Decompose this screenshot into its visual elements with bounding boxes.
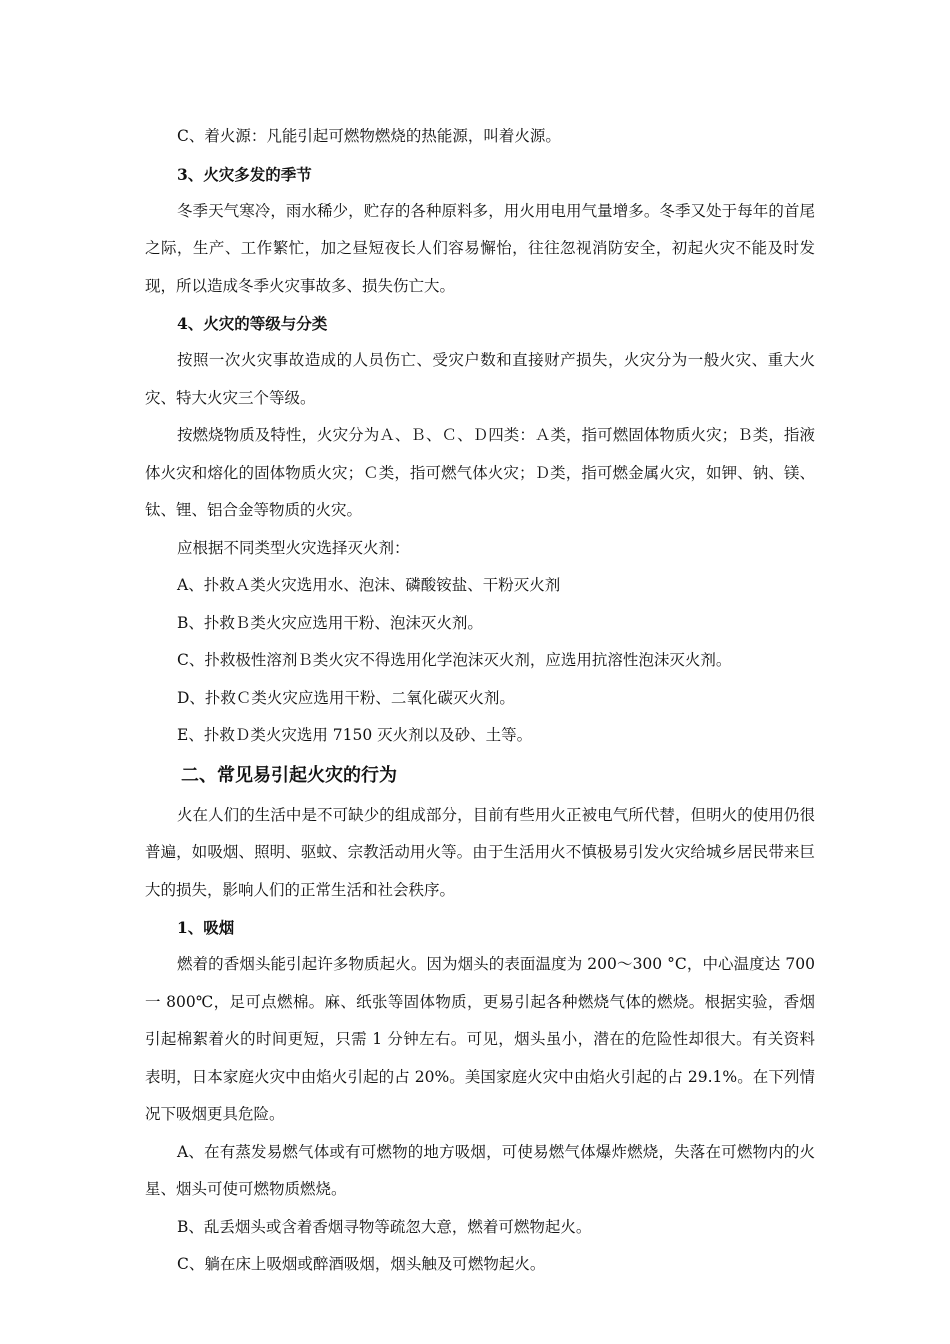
- smoking-item-c: C、躺在床上吸烟或醉酒吸烟，烟头触及可燃物起火。: [177, 1255, 546, 1273]
- list-item-e: E、扑救Ｄ类火灾选用 7150 灭火剂以及砂、土等。: [177, 726, 533, 744]
- heading-smoking: 1、吸烟: [177, 918, 235, 937]
- list-item-d: D、扑救Ｃ类火灾应选用干粉、二氧化碳灭火剂。: [177, 688, 515, 707]
- section-heading-behaviors: 二、常见易引起火灾的行为: [181, 764, 397, 786]
- smoking-item-a: A、在有蒸发易燃气体或有可燃物的地方吸烟，可使易燃气体爆炸燃烧，失落在可燃物内的火星、烟头可使可燃物质燃烧。: [145, 1142, 815, 1198]
- paragraph-fire-types: 按燃烧物质及特性，火灾分为Ａ、Ｂ、Ｃ、Ｄ四类：Ａ类，指可燃固体物质火灾；Ｂ类，指液体火灾和熔化的固体物质火灾；Ｃ类，指可燃气体火灾；Ｄ类，指可燃金属火灾，如钾、钠、镁、钛、锂、铝合金等物质的火灾。: [145, 426, 815, 519]
- list-item-a: A、扑救Ａ类火灾选用水、泡沫、磷酸铵盐、干粉灭火剂: [177, 576, 561, 594]
- smoking-item-b: B、乱丢烟头或含着香烟寻物等疏忽大意，燃着可燃物起火。: [177, 1217, 592, 1236]
- paragraph-cigarette: 燃着的香烟头能引起许多物质起火。因为烟头的表面温度为 200～300 °C，中心温度达 700 一 800℃，足可点燃棉。麻、纸张等固体物质，更易引起各种燃烧气体的燃烧。根据实验，香烟引起棉絮着火的时间更短，只需 1 分钟左右。可见，烟头虽小，潜在的危险性却很大。有关资料表明，日本家庭火灾中由焰火引起的占 20%。美国家庭火灾中由焰火引起的占 29.1%。在下列情况下吸烟更具危险。: [145, 955, 815, 1123]
- heading-fire-season: 3、火灾多发的季节: [177, 164, 312, 184]
- paragraph-fire-levels: 按照一次火灾事故造成的人员伤亡、受灾户数和直接财产损失，火灾分为一般火灾、重大火灾、特大火灾三个等级。: [145, 351, 815, 407]
- heading-fire-classes: 4、火灾的等级与分类: [177, 314, 328, 333]
- paragraph-fire-in-life: 火在人们的生活中是不可缺少的组成部分，目前有些用火正被电气所代替，但明火的使用仍很普遍，如吸烟、照明、驱蚊、宗教活动用火等。由于生活用火不慎极易引发火灾给城乡居民带来巨大的损失，影响人们的正常生活和社会秩序。: [145, 805, 815, 899]
- paragraph-extinguisher-intro: 应根据不同类型火灾选择灭火剂：: [177, 538, 410, 557]
- document-page: [145, 118, 815, 1284]
- paragraph-winter: 冬季天气寒冷，雨水稀少，贮存的各种原料多，用火用电用气量增多。冬季又处于每年的首尾之际，生产、工作繁忙，加之昼短夜长人们容易懈怡，往往忽视消防安全，初起火灾不能及时发现，所以造成冬季火灾事故多、损失伤亡大。: [145, 201, 815, 295]
- paragraph-ignition-source: C、着火源：凡能引起可燃物燃烧的热能源，叫着火源。: [177, 127, 561, 145]
- list-item-b: B、扑救Ｂ类火灾应选用干粉、泡沫灭火剂。: [177, 613, 483, 632]
- list-item-c: C、扑救极性溶剂Ｂ类火灾不得选用化学泡沫灭火剂，应选用抗溶性泡沫灭火剂。: [177, 651, 732, 669]
